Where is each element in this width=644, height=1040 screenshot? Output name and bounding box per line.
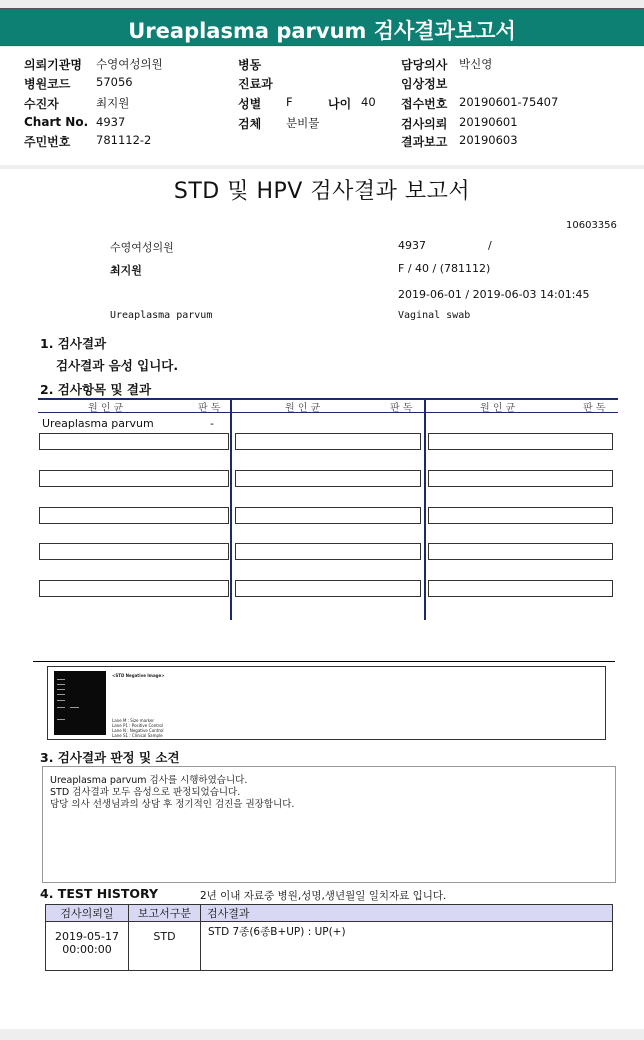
institution-label: 의뢰기관명 [24,58,82,72]
results-grid-top-line [38,398,618,400]
doctor-value: 박신영 [459,57,493,71]
history-col-result: 검사결과 [201,905,613,922]
report-id: 10603356 [566,220,617,231]
specimen-type: Vaginal swab [398,310,471,321]
specimen-label: 검체 [238,117,262,131]
test-name: Ureaplasma parvum [110,310,213,321]
opinion-line: Ureaplasma parvum 검사를 시행하였습니다. [50,775,248,786]
empty-result-cell [428,580,613,597]
history-header-row [46,905,613,922]
rrn-label: 주민번호 [24,135,71,149]
hospital-code-value: 57056 [96,75,133,89]
history-date-cell [46,922,129,971]
col-header-pathogen: 원 인 균 [480,403,516,414]
history-note: 2년 이내 자료중 병원,성명,생년월일 일치자료 입니다. [200,890,447,902]
request-value: 20190601 [459,115,518,129]
empty-result-cell [235,580,421,597]
clinic-name: 수영여성의원 [110,241,174,254]
gel-electrophoresis-image [54,671,106,735]
gel-image-box [47,666,606,740]
gel-caption: <STD Negative Image> [112,673,165,678]
chart-separator: / [488,239,492,252]
chart-number: 4937 [398,239,426,252]
report-date-value: 20190603 [459,133,518,147]
document-title: STD 및 HPV 검사결과 보고서 [173,179,471,204]
opinion-line: 담당 의사 선생님과의 상담 후 정기적인 검진을 권장합니다. [50,799,295,810]
empty-result-cell [428,470,613,487]
col-header-judgement: 판 독 [583,403,606,414]
chart-value: 4937 [96,115,126,129]
empty-result-cell [235,543,421,560]
section-divider [33,661,615,662]
col-header-pathogen: 원 인 균 [88,403,124,414]
history-table [45,904,613,971]
gel-legend-line: Lane N : Negative Control [112,728,164,733]
age-label: 나이 [328,97,352,111]
section1-title: 1. 검사결과 [40,336,107,351]
test-dates: 2019-06-01 / 2019-06-03 14:01:45 [398,288,590,301]
section4-title: 4. TEST HISTORY [40,886,159,901]
history-type-cell [129,922,201,971]
empty-result-cell [428,433,613,450]
empty-result-cell [39,543,229,560]
patient-value: 최지원 [96,96,130,110]
age-value: 40 [361,95,376,109]
table-row [46,922,613,971]
report-date-label: 결과보고 [401,135,448,149]
empty-result-cell [39,507,229,524]
patient-label: 수진자 [24,97,59,111]
hospital-code-label: 병원코드 [24,77,71,91]
gel-legend-line: Lane M : Size marker [112,718,155,723]
sex-label: 성별 [238,97,262,111]
empty-result-cell [428,507,613,524]
report-header-title: Ureaplasma parvum 검사결과보고서 [128,19,516,43]
results-grid-divider [230,398,232,620]
receipt-value: 20190601-75407 [459,95,559,109]
history-result: STD 7종(6종B+UP) : UP(+) [208,926,346,938]
empty-result-cell [428,543,613,560]
result-pathogen-name: Ureaplasma parvum [42,417,154,430]
result-judgement-value: - [210,417,214,430]
results-grid-divider [424,398,426,620]
history-col-type: 보고서구분 [129,905,201,922]
empty-result-cell [39,470,229,487]
institution-value: 수영여성의원 [96,57,163,71]
empty-result-cell [39,433,229,450]
section2-title: 2. 검사항목 및 결과 [40,382,152,397]
empty-result-cell [235,507,421,524]
gel-legend-line: Lane S1 : Clinical Sample [112,733,163,738]
request-label: 검사의뢰 [401,117,448,131]
gel-legend-line: Lane P1 : Positive Control [112,723,163,728]
history-col-date: 검사의뢰일 [46,905,129,922]
col-header-judgement: 판 독 [198,403,221,414]
ward-label: 병동 [238,58,262,72]
chart-label: Chart No. [24,115,89,129]
header-bar [0,8,644,46]
history-time: 00:00:00 [62,943,112,956]
clinical-info-label: 임상정보 [401,77,448,91]
empty-result-cell [39,580,229,597]
sex-value: F [286,95,293,109]
opinion-box [42,766,616,883]
history-date: 2019-05-17 [55,930,119,943]
specimen-value: 분비물 [286,116,320,130]
receipt-label: 접수번호 [401,97,448,111]
section3-title: 3. 검사결과 판정 및 소견 [40,750,180,765]
section1-result-text: 검사결과 음성 입니다. [56,358,179,373]
sex-age-birth: F / 40 / (781112) [398,262,491,275]
col-header-judgement: 판 독 [390,403,413,414]
doctor-label: 담당의사 [401,58,448,72]
dept-label: 진료과 [238,77,273,91]
history-type: STD [153,930,176,943]
col-header-pathogen: 원 인 균 [285,403,321,414]
patient-name: 최지원 [110,264,142,277]
empty-result-cell [235,470,421,487]
history-result-cell [201,922,613,971]
empty-result-cell [235,433,421,450]
rrn-value: 781112-2 [96,133,152,147]
report-paper [0,169,644,1029]
patient-info-panel [0,47,644,165]
results-grid-header-line [38,412,618,413]
opinion-line: STD 검사결과 모두 음성으로 판정되었습니다. [50,787,241,798]
